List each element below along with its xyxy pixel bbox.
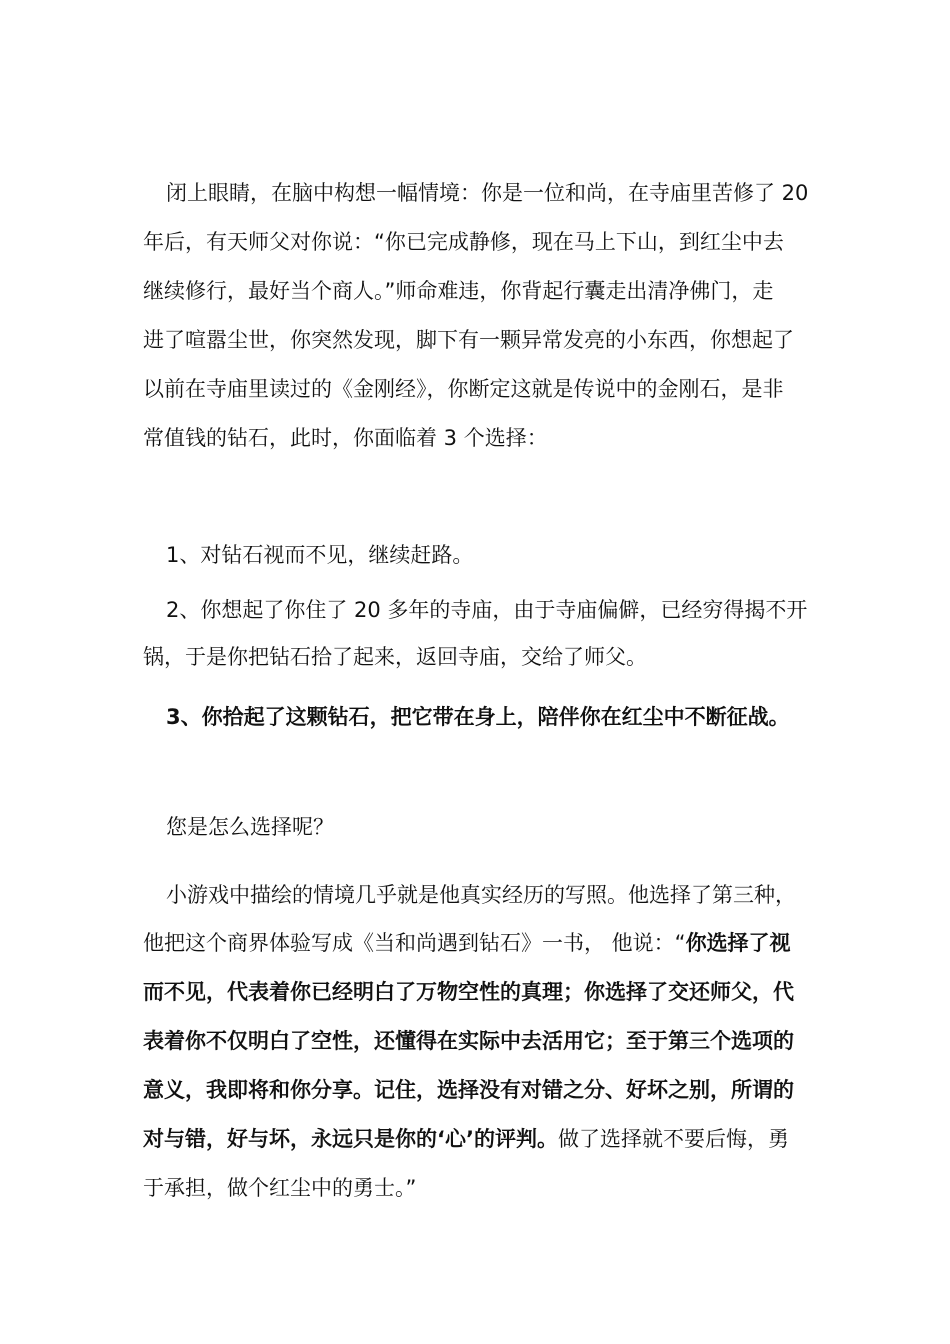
- intro-line-1: 闭上眼睛，在脑中构想一幅情境：你是一位和尚，在寺庙里苦修了 20: [166, 181, 809, 205]
- intro-line-6: 常值钱的钻石，此时，你面临着 3 个选择：: [143, 426, 548, 450]
- intro-line-3: 继续修行，最好当个商人。”师命难违，你背起行囊走出清净佛门，走: [143, 279, 774, 303]
- intro-line-4: 进了喧嚣尘世，你突然发现，脚下有一颗异常发亮的小东西，你想起了: [143, 328, 794, 352]
- conclusion-line-2-bold: 你选择了视: [685, 931, 791, 955]
- option-2-line-2: 锅，于是你把钻石拾了起来，返回寺庙，交给了师父。: [143, 645, 647, 669]
- conclusion-line-6: [143, 1124, 789, 1154]
- conclusion-line-2: [143, 928, 791, 958]
- conclusion-line-2-plain: 他把这个商界体验写成《当和尚遇到钻石》一书， 他说：“: [143, 931, 686, 955]
- conclusion-line-6-bold: 对与错，好与坏，永远只是你的‘心’的评判。: [143, 1127, 558, 1151]
- conclusion-line-4: 表着你不仅明白了空性，还懂得在实际中去活用它；至于第三个选项的: [143, 1029, 794, 1053]
- intro-line-2: 年后，有天师父对你说：“你已完成静修，现在马上下山，到红尘中去: [143, 230, 784, 254]
- question: 您是怎么选择呢？: [166, 815, 334, 839]
- conclusion-line-6-plain: 做了选择就不要后悔，勇: [557, 1127, 789, 1151]
- intro-line-5: 以前在寺庙里读过的《金刚经》，你断定这就是传说中的金刚石，是非: [143, 377, 784, 401]
- conclusion-line-1: 小游戏中描绘的情境几乎就是他真实经历的写照。他选择了第三种，: [166, 883, 796, 907]
- conclusion-line-5: 意义，我即将和你分享。记住，选择没有对错之分、好坏之别，所谓的: [143, 1078, 794, 1102]
- conclusion-line-3: 而不见，代表着你已经明白了万物空性的真理；你选择了交还师父，代: [143, 980, 794, 1004]
- option-1: 1、对钻石视而不见，继续赶路。: [166, 543, 474, 567]
- option-3: 3、你拾起了这颗钻石，把它带在身上，陪伴你在红尘中不断征战。: [166, 705, 790, 729]
- conclusion-line-7: 于承担，做个红尘中的勇士。”: [143, 1176, 417, 1200]
- option-2-line-1: 2、你想起了你住了 20 多年的寺庙，由于寺庙偏僻，已经穷得揭不开: [166, 598, 808, 622]
